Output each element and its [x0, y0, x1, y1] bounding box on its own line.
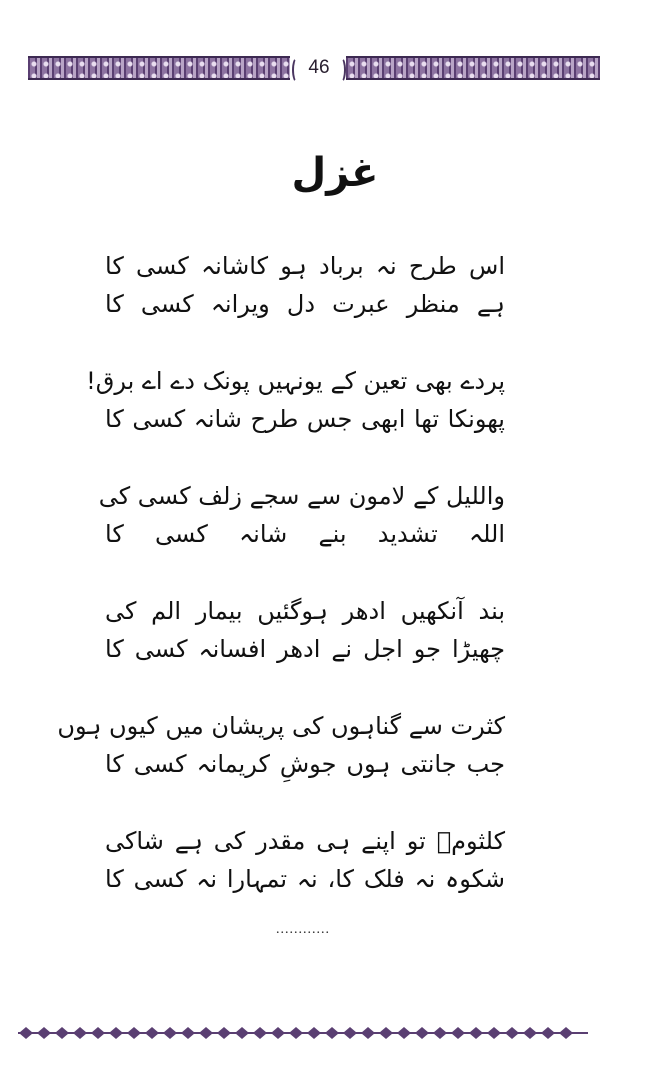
ornament-diamond: [73, 1027, 87, 1039]
verse-line: شکوہ نہ فلک کا، نہ تمہارا نہ کسی کا: [105, 865, 505, 893]
page-number: 46: [296, 55, 342, 81]
verse-line: کلثومؔ تو اپنے ہی مقدر کی ہے شاکی: [105, 827, 505, 855]
ornament-diamond: [163, 1027, 177, 1039]
stanza: [0, 248, 670, 363]
verse-line: جب جانتی ہوں جوشِ کریمانہ کسی کا: [105, 750, 505, 778]
verse-line: ہے منظر عبرت دل ویرانہ کسی کا: [105, 290, 505, 318]
ornament-diamond: [343, 1027, 357, 1039]
ornament-diamond: [415, 1027, 429, 1039]
ornament-diamond: [505, 1027, 519, 1039]
header-ornament-left: [28, 56, 290, 80]
ornament-diamond: [487, 1027, 501, 1039]
ornament-diamond: [127, 1027, 141, 1039]
ornament-diamond: [541, 1027, 555, 1039]
ornament-diamond: [55, 1027, 69, 1039]
verse-line: واللیل کے لامون سے سجے زلف کسی کی: [98, 482, 505, 510]
stanza: [0, 478, 670, 593]
verse-line: پردے بھی تعین کے یونہیں پونک دے اے برق!: [86, 367, 505, 395]
ornament-diamond: [433, 1027, 447, 1039]
verse-line: چھیڑا جو اجل نے ادھر افسانہ کسی کا: [105, 635, 505, 663]
header-ornament-right: [346, 56, 600, 80]
ornament-diamond: [217, 1027, 231, 1039]
ornament-diamond: [469, 1027, 483, 1039]
ornament-diamond: [235, 1027, 249, 1039]
ornament-diamond: [325, 1027, 339, 1039]
ornament-diamond: [199, 1027, 213, 1039]
ornament-diamond: [307, 1027, 321, 1039]
stanza: [0, 363, 670, 478]
poem-title: غزل: [291, 150, 379, 196]
ornament-diamond: [145, 1027, 159, 1039]
ornament-diamond: [181, 1027, 195, 1039]
ornament-diamond: [91, 1027, 105, 1039]
verse-line: اللہ تشدید بنے شانہ کسی کا: [105, 520, 505, 548]
stanza: [0, 708, 670, 823]
ornament-diamond: [559, 1027, 573, 1039]
ornament-diamond: [19, 1027, 33, 1039]
verse-line: اس طرح نہ برباد ہو کاشانہ کسی کا: [105, 252, 505, 280]
verse-line: بند آنکھیں ادھر ہوگئیں بیمار الم کی: [105, 597, 505, 625]
stanza: [0, 823, 670, 938]
ornament-diamond: [289, 1027, 303, 1039]
verse-line: کثرت سے گناہوں کی پریشان میں کیوں ہوں: [57, 712, 505, 740]
ornament-diamond: [253, 1027, 267, 1039]
ornament-diamond: [397, 1027, 411, 1039]
ornament-diamond: [271, 1027, 285, 1039]
ornament-diamond: [109, 1027, 123, 1039]
ornament-diamond: [451, 1027, 465, 1039]
poem-body: [0, 248, 670, 938]
ornament-diamond: [379, 1027, 393, 1039]
ornament-diamond: [523, 1027, 537, 1039]
footer-ornament: [18, 1022, 588, 1044]
ornament-diamond: [37, 1027, 51, 1039]
verse-line: پھونکا تھا ابھی جس طرح شانہ کسی کا: [105, 405, 505, 433]
stanza: [0, 593, 670, 708]
ornament-diamond: [361, 1027, 375, 1039]
end-marker: ............: [276, 922, 330, 937]
